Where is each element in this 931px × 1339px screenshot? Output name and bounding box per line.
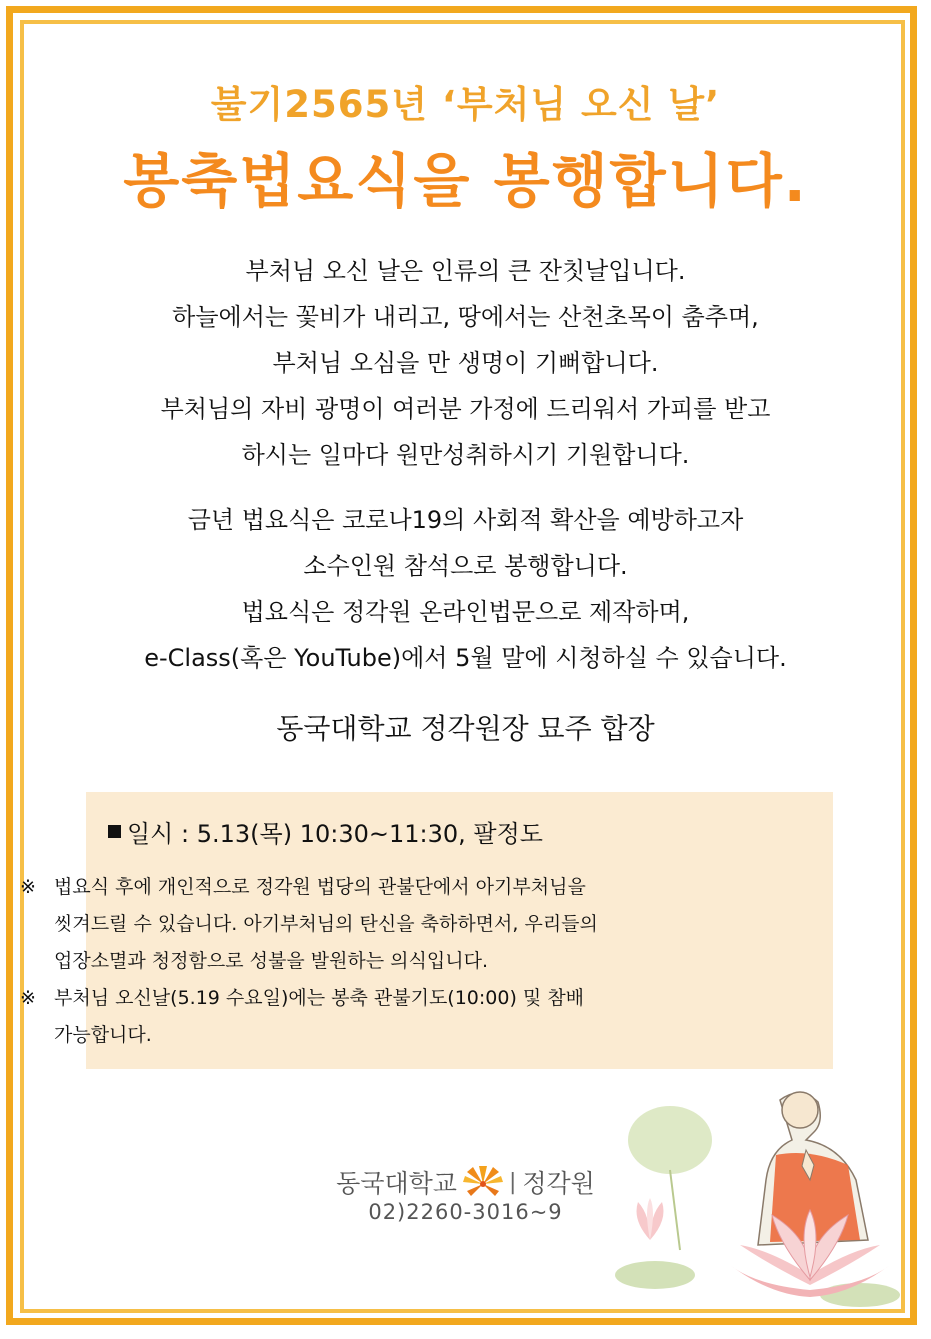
phone-number: 02)2260-3016~9 bbox=[368, 1200, 563, 1224]
reference-mark-icon: ※ bbox=[20, 987, 36, 1009]
paragraph-line: 소수인원 참석으로 봉행합니다. bbox=[303, 552, 628, 580]
note-buddha-day bbox=[20, 980, 730, 1054]
note-line: 씻겨드릴 수 있습니다. 아기부처님의 탄신을 축하하면서, 우리들의 bbox=[54, 913, 598, 935]
org-name: 동국대학교 bbox=[336, 1169, 457, 1198]
paragraph-line: 부처님 오심을 만 생명이 기뻐합니다. bbox=[272, 349, 659, 377]
paragraph-line: 금년 법요식은 코로나19의 사회적 확산을 예방하고자 bbox=[187, 506, 744, 534]
title-year-line: 불기2565년 ‘부처님 오신 날’ bbox=[210, 83, 721, 126]
paragraph-line: 하늘에서는 꽃비가 내리고, 땅에서는 산천초목이 춤추며, bbox=[172, 303, 759, 331]
paragraph-line: 부처님의 자비 광명이 여러분 가정에 드리워서 가피를 받고 bbox=[160, 395, 771, 423]
monk-lotus-illustration bbox=[610, 1070, 910, 1320]
paragraph-line: 법요식은 정각원 온라인법문으로 제작하며, bbox=[241, 598, 690, 626]
signature: 동국대학교 정각원장 묘주 합장 bbox=[276, 712, 655, 745]
note-line: 가능합니다. bbox=[54, 1024, 152, 1046]
greeting-paragraph bbox=[60, 248, 871, 478]
note-line: 법요식 후에 개인적으로 정각원 법당의 관불단에서 아기부처님을 bbox=[54, 876, 586, 898]
lotus-logo-icon bbox=[461, 1162, 505, 1202]
page-title: 봉축법요식을 봉행합니다. bbox=[123, 147, 808, 215]
note-line: 부처님 오신날(5.19 수요일)에는 봉축 관불기도(10:00) 및 참배 bbox=[54, 987, 585, 1009]
notice-paragraph bbox=[60, 497, 871, 681]
event-date-text: 일시 : 5.13(목) 10:30~11:30, 팔정도 bbox=[127, 820, 543, 848]
separator: | bbox=[508, 1169, 517, 1195]
note-bathing-ceremony bbox=[20, 869, 730, 980]
note-line: 업장소멸과 청정함으로 성불을 발원하는 의식입니다. bbox=[54, 950, 488, 972]
paragraph-line: e-Class(혹은 YouTube)에서 5월 말에 시청하실 수 있습니다. bbox=[144, 644, 787, 672]
org-subname: 정각원 bbox=[522, 1169, 595, 1198]
event-date bbox=[108, 814, 543, 849]
reference-mark-icon: ※ bbox=[20, 876, 36, 898]
square-bullet-icon bbox=[108, 825, 121, 838]
paragraph-line: 하시는 일마다 원만성취하시기 기원합니다. bbox=[241, 441, 690, 469]
paragraph-line: 부처님 오신 날은 인류의 큰 잔칫날입니다. bbox=[245, 257, 686, 285]
